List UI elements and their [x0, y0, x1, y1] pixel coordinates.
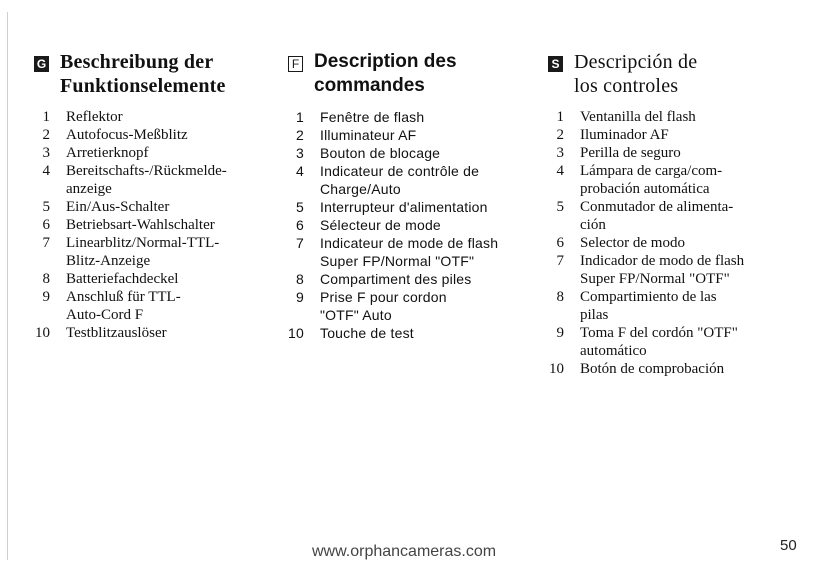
item-number: 2: [296, 127, 304, 143]
item-text: Ein/Aus-Schalter: [66, 199, 170, 215]
language-badge-g: G: [34, 56, 49, 72]
item-number: 5: [296, 199, 304, 215]
german-list: [34, 108, 269, 342]
list-item: [34, 288, 269, 324]
item-text: Interrupteur d'alimentation: [320, 199, 488, 215]
item-text: Lámpara de carga/com-: [580, 163, 723, 179]
item-number: 4: [556, 163, 564, 179]
spanish-title: [574, 50, 828, 98]
list-item: [548, 288, 828, 324]
list-item: [34, 324, 269, 342]
list-item: [34, 144, 269, 162]
item-text: Anschluß für TTL-: [66, 289, 181, 305]
list-item: [548, 126, 828, 144]
list-item: [288, 234, 538, 270]
item-number: 7: [296, 235, 304, 251]
item-number: 8: [556, 289, 564, 305]
item-number: 1: [42, 109, 50, 125]
item-text: Toma F del cordón "OTF": [580, 325, 738, 341]
spanish-heading: [548, 50, 828, 98]
item-number: 10: [35, 325, 50, 341]
item-text: automático: [580, 343, 647, 359]
list-item: [288, 288, 538, 324]
item-text: Sélecteur de mode: [320, 217, 441, 233]
item-text: Touche de test: [320, 325, 414, 341]
item-text: Compartiment des piles: [320, 271, 472, 287]
item-text: Bouton de blocage: [320, 145, 441, 161]
item-number: 5: [556, 199, 564, 215]
list-item: [548, 162, 828, 198]
item-text: anzeige: [66, 181, 112, 197]
item-text: Compartimiento de las: [580, 289, 717, 305]
item-number: 4: [42, 163, 50, 179]
list-item: [34, 198, 269, 216]
item-text: Linearblitz/Normal-TTL-: [66, 235, 220, 251]
title-line: Descripción de: [574, 51, 698, 73]
french-title: [314, 50, 538, 98]
list-item: [288, 144, 538, 162]
list-item: [548, 198, 828, 234]
french-section: [288, 50, 538, 342]
list-item: [34, 216, 269, 234]
item-text: Conmutador de alimenta-: [580, 199, 734, 215]
title-line: Beschreibung der: [60, 51, 214, 73]
item-number: 8: [42, 271, 50, 287]
item-text: Iluminador AF: [580, 127, 669, 143]
item-text: Indicateur de contrôle de: [320, 163, 480, 179]
item-text: probación automática: [580, 181, 710, 197]
item-text: Indicador de modo de flash: [580, 253, 745, 269]
item-text: Fenêtre de flash: [320, 109, 425, 125]
list-item: [288, 216, 538, 234]
item-number: 2: [42, 127, 50, 143]
item-text: Super FP/Normal "OTF": [320, 253, 475, 269]
list-item: [34, 108, 269, 126]
list-item: [548, 252, 828, 288]
item-number: 8: [296, 271, 304, 287]
list-item: [288, 270, 538, 288]
item-number: 2: [556, 127, 564, 143]
item-text: Prise F pour cordon: [320, 289, 447, 305]
item-number: 5: [42, 199, 50, 215]
page-edge-line: [7, 12, 8, 560]
german-heading: [34, 50, 269, 98]
item-text: Illuminateur AF: [320, 127, 417, 143]
item-number: 1: [556, 109, 564, 125]
item-text: Arretierknopf: [66, 145, 149, 161]
item-text: Testblitzauslöser: [66, 325, 167, 341]
title-line: Description des: [314, 51, 457, 72]
spanish-section: [548, 50, 828, 378]
title-line: Funktionselemente: [60, 75, 226, 97]
item-number: 1: [296, 109, 304, 125]
language-badge-s: S: [548, 56, 563, 72]
item-text: Ventanilla del flash: [580, 109, 696, 125]
list-item: [288, 108, 538, 126]
list-item: [34, 162, 269, 198]
footer-url: www.orphancameras.com: [312, 543, 497, 560]
item-text: Betriebsart-Wahlschalter: [66, 217, 215, 233]
list-item: [548, 108, 828, 126]
item-text: Bereitschafts-/Rückmelde-: [66, 163, 227, 179]
list-item: [548, 234, 828, 252]
item-number: 9: [296, 289, 304, 305]
item-number: 6: [556, 235, 564, 251]
item-text: ción: [580, 217, 606, 233]
list-item: [288, 198, 538, 216]
item-number: 7: [42, 235, 50, 251]
french-list: [288, 108, 538, 342]
item-number: 3: [556, 145, 564, 161]
item-text: Super FP/Normal "OTF": [580, 271, 730, 287]
language-badge-f: F: [288, 56, 303, 72]
french-heading: [288, 50, 538, 98]
item-number: 9: [556, 325, 564, 341]
spanish-list: [548, 108, 828, 378]
list-item: [34, 270, 269, 288]
german-title: [60, 50, 269, 98]
item-text: Botón de comprobación: [580, 361, 725, 377]
list-item: [548, 144, 828, 162]
item-number: 10: [549, 361, 564, 377]
item-text: Selector de modo: [580, 235, 685, 251]
item-text: Reflektor: [66, 109, 123, 125]
item-text: Charge/Auto: [320, 181, 401, 197]
list-item: [34, 126, 269, 144]
list-item: [288, 162, 538, 198]
list-item: [288, 324, 538, 342]
list-item: [34, 234, 269, 270]
item-text: Autofocus-Meßblitz: [66, 127, 188, 143]
title-line: commandes: [314, 75, 425, 96]
item-text: Batteriefachdeckel: [66, 271, 179, 287]
item-number: 3: [42, 145, 50, 161]
item-text: Indicateur de mode de flash: [320, 235, 499, 251]
german-section: [34, 50, 269, 342]
list-item: [548, 324, 828, 360]
list-item: [548, 360, 828, 378]
page-number: 50: [780, 537, 797, 554]
item-text: Blitz-Anzeige: [66, 253, 151, 269]
item-text: Auto-Cord F: [66, 307, 144, 323]
item-number: 4: [296, 163, 304, 179]
item-number: 6: [42, 217, 50, 233]
item-number: 3: [296, 145, 304, 161]
list-item: [288, 126, 538, 144]
item-number: 6: [296, 217, 304, 233]
item-number: 7: [556, 253, 564, 269]
item-number: 9: [42, 289, 50, 305]
item-number: 10: [288, 325, 304, 341]
item-text: "OTF" Auto: [320, 307, 392, 323]
title-line: los controles: [574, 75, 679, 97]
item-text: pilas: [580, 307, 609, 323]
item-text: Perilla de seguro: [580, 145, 681, 161]
